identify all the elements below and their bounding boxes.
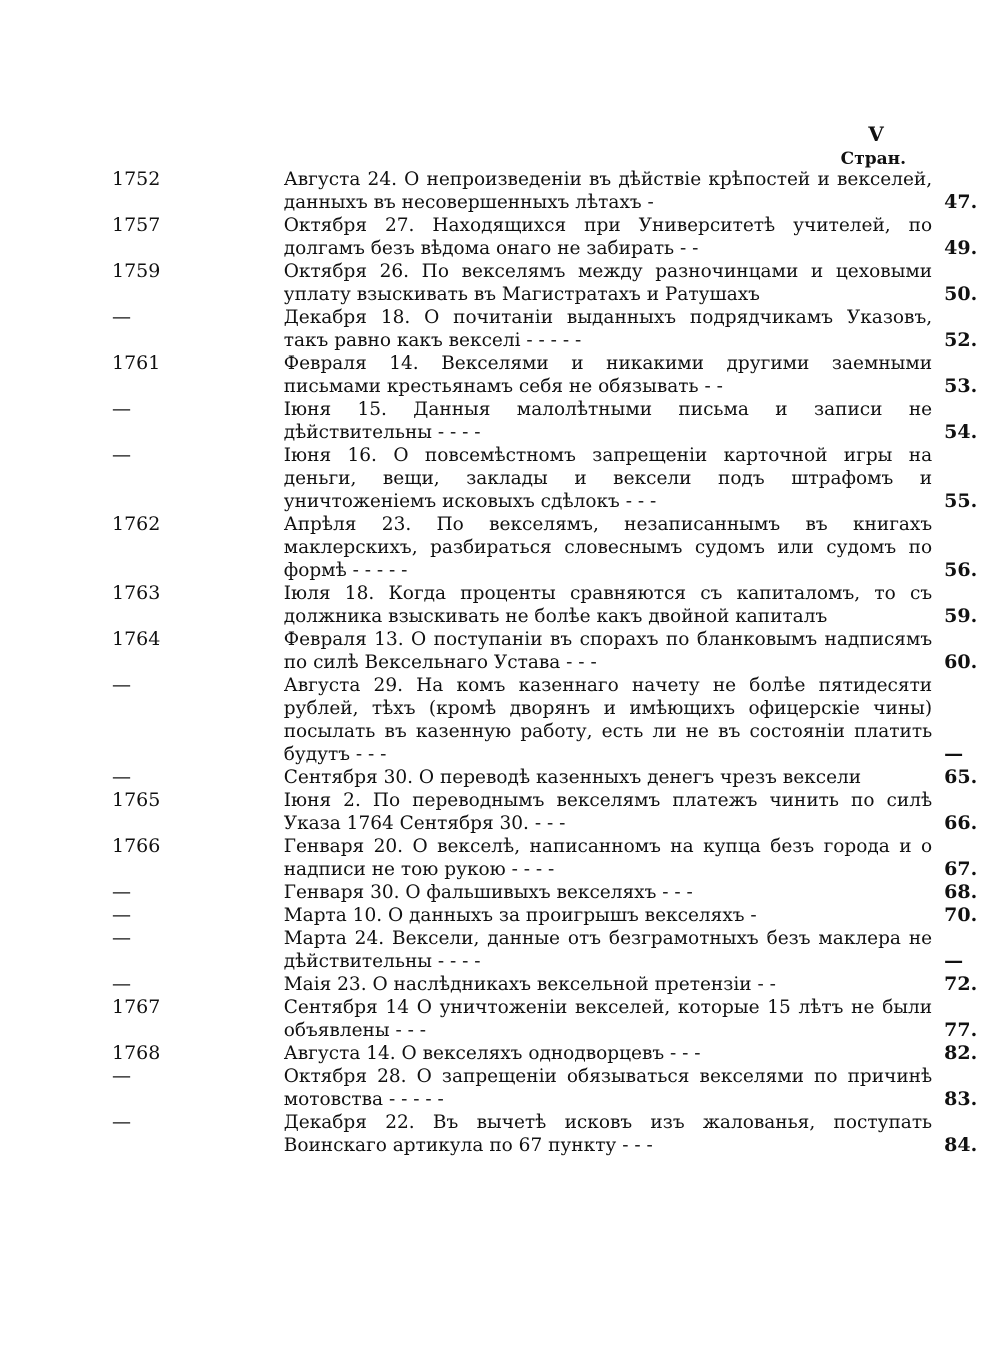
entry-year: — bbox=[112, 927, 131, 949]
index-entry bbox=[0, 260, 1000, 306]
index-entry bbox=[0, 628, 1000, 674]
entry-page-ref: 84. bbox=[944, 1134, 978, 1156]
entry-text: Апрѣля 23. По векселямъ, незаписаннымъ въ книгахъ маклерскихъ, разбираться словеснымъ судомъ или судомъ по формѣ - - - - - bbox=[283, 514, 933, 581]
entry-page-ref: 47. bbox=[944, 191, 978, 213]
index-entries bbox=[0, 168, 1000, 1157]
entry-year: 1763 bbox=[112, 582, 161, 604]
entry-year: 1752 bbox=[112, 168, 161, 190]
entry-page-ref: 55. bbox=[944, 490, 978, 512]
entry-year: — bbox=[112, 881, 131, 903]
page-column-heading: Стран. bbox=[840, 149, 906, 169]
entry-page-ref: 70. bbox=[944, 904, 978, 926]
index-entry bbox=[0, 996, 1000, 1042]
entry-year: — bbox=[112, 766, 131, 788]
entry-year: 1759 bbox=[112, 260, 161, 282]
entry-text: Генваря 30. О фальшивыхъ векселяхъ - - - bbox=[283, 882, 693, 903]
index-entry bbox=[0, 927, 1000, 973]
entry-page-ref: 50. bbox=[944, 283, 978, 305]
entry-year: 1768 bbox=[112, 1042, 161, 1064]
entry-page-ref: — bbox=[944, 743, 964, 765]
entry-text: Іюня 2. По переводнымъ векселямъ платежъ чинить по силѣ Указа 1764 Сентября 30. - - - bbox=[283, 790, 933, 834]
entry-page-ref: 72. bbox=[944, 973, 978, 995]
index-entry bbox=[0, 513, 1000, 582]
entry-year: 1767 bbox=[112, 996, 161, 1018]
entry-year: 1765 bbox=[112, 789, 161, 811]
index-entry bbox=[0, 881, 1000, 904]
entry-page-ref: 56. bbox=[944, 559, 978, 581]
entry-text: Маія 23. О наслѣдникахъ вексельной претензіи - - bbox=[283, 974, 776, 995]
entry-page-ref: 77. bbox=[944, 1019, 978, 1041]
entry-year: 1762 bbox=[112, 513, 161, 535]
entry-page-ref: — bbox=[944, 950, 964, 972]
entry-page-ref: 53. bbox=[944, 375, 978, 397]
entry-text: Сентября 14 О уничтоженіи векселей, которые 15 лѣтъ не были объявлены - - - bbox=[283, 997, 933, 1041]
index-entry bbox=[0, 1111, 1000, 1157]
entry-page-ref: 54. bbox=[944, 421, 978, 443]
entry-page-ref: 68. bbox=[944, 881, 978, 903]
entry-year: — bbox=[112, 973, 131, 995]
entry-text: Іюня 16. О повсемѣстномъ запрещеніи карточной игры на деньги, вещи, заклады и вексели подъ штрафомъ и уничтоженіемъ исковыхъ сдѣлокъ - - - bbox=[283, 445, 933, 512]
page-number: V bbox=[868, 122, 884, 146]
entry-year: 1761 bbox=[112, 352, 161, 374]
entry-text: Февраля 14. Векселями и никакими другими заемными письмами крестьянамъ себя не обязывать - - bbox=[283, 353, 933, 397]
index-entry bbox=[0, 444, 1000, 513]
index-entry bbox=[0, 168, 1000, 214]
entry-text: Сентября 30. О переводѣ казенныхъ денегъ чрезъ вексели bbox=[283, 767, 862, 788]
entry-text: Октября 26. По векселямъ между разночинцами и цеховыми уплату взыскивать въ Магистратахъ и Ратушахъ bbox=[283, 261, 933, 305]
index-entry bbox=[0, 973, 1000, 996]
index-entry bbox=[0, 398, 1000, 444]
entry-year: — bbox=[112, 398, 131, 420]
index-entry bbox=[0, 904, 1000, 927]
index-entry bbox=[0, 214, 1000, 260]
index-entry bbox=[0, 835, 1000, 881]
entry-page-ref: 66. bbox=[944, 812, 978, 834]
entry-text: Октября 28. О запрещеніи обязываться векселями по причинѣ мотовства - - - - - bbox=[283, 1066, 933, 1110]
entry-text: Марта 10. О данныхъ за проигрышъ векселяхъ - bbox=[283, 905, 757, 926]
entry-text: Августа 14. О векселяхъ однодворцевъ - - - bbox=[283, 1043, 701, 1064]
entry-year: 1766 bbox=[112, 835, 161, 857]
index-entry bbox=[0, 352, 1000, 398]
entry-year: — bbox=[112, 444, 131, 466]
entry-page-ref: 60. bbox=[944, 651, 978, 673]
entry-text: Октября 27. Находящихся при Университетѣ учителей, по долгамъ безъ вѣдома онаго не забирать - - bbox=[283, 215, 933, 259]
index-entry bbox=[0, 582, 1000, 628]
index-entry bbox=[0, 789, 1000, 835]
index-entry bbox=[0, 1042, 1000, 1065]
entry-text: Декабря 22. Въ вычетѣ исковъ изъ жалованья, поступать Воинскаго артикула по 67 пункту - - - bbox=[283, 1112, 933, 1156]
entry-text: Іюня 15. Данныя малолѣтными письма и записи не дѣйствительны - - - - bbox=[283, 399, 933, 443]
entry-text: Генваря 20. О векселѣ, написанномъ на купца безъ города и о надписи не тою рукою - - - - bbox=[283, 836, 933, 880]
entry-text: Августа 24. О непроизведеніи въ дѣйствіе крѣпостей и векселей, данныхъ въ несовершенныхъ лѣтахъ - bbox=[283, 169, 933, 213]
entry-text: Декабря 18. О почитаніи выданныхъ подрядчикамъ Указовъ, такъ равно какъ векселі - - - - - bbox=[283, 307, 933, 351]
entry-year: 1764 bbox=[112, 628, 161, 650]
index-entry bbox=[0, 766, 1000, 789]
entry-page-ref: 67. bbox=[944, 858, 978, 880]
entry-text: Іюля 18. Когда проценты сравняются съ капиталомъ, то съ должника взыскивать не болѣе какъ двойной капиталъ bbox=[283, 583, 933, 627]
entry-year: — bbox=[112, 306, 131, 328]
entry-page-ref: 82. bbox=[944, 1042, 978, 1064]
index-entry bbox=[0, 306, 1000, 352]
entry-text: Февраля 13. О поступаніи въ спорахъ по бланковымъ надписямъ по силѣ Вексельнаго Устава - - - bbox=[283, 629, 933, 673]
entry-page-ref: 49. bbox=[944, 237, 978, 259]
entry-text: Августа 29. На комъ казеннаго начету не болѣе пятидесяти рублей, тѣхъ (кромѣ дворянъ и имѣющихъ офицерскіе чины) посылать въ казенную работу, есть ли не въ состояніи платить будутъ - - - bbox=[283, 675, 933, 765]
entry-page-ref: 52. bbox=[944, 329, 978, 351]
entry-year: — bbox=[112, 1111, 131, 1133]
entry-page-ref: 59. bbox=[944, 605, 978, 627]
index-entry bbox=[0, 1065, 1000, 1111]
index-entry bbox=[0, 674, 1000, 766]
entry-year: — bbox=[112, 904, 131, 926]
entry-text: Марта 24. Вексели, данные отъ безграмотныхъ безъ маклера не дѣйствительны - - - - bbox=[283, 928, 933, 972]
entry-year: 1757 bbox=[112, 214, 161, 236]
entry-page-ref: 83. bbox=[944, 1088, 978, 1110]
entry-year: — bbox=[112, 1065, 131, 1087]
entry-page-ref: 65. bbox=[944, 766, 978, 788]
entry-year: — bbox=[112, 674, 131, 696]
